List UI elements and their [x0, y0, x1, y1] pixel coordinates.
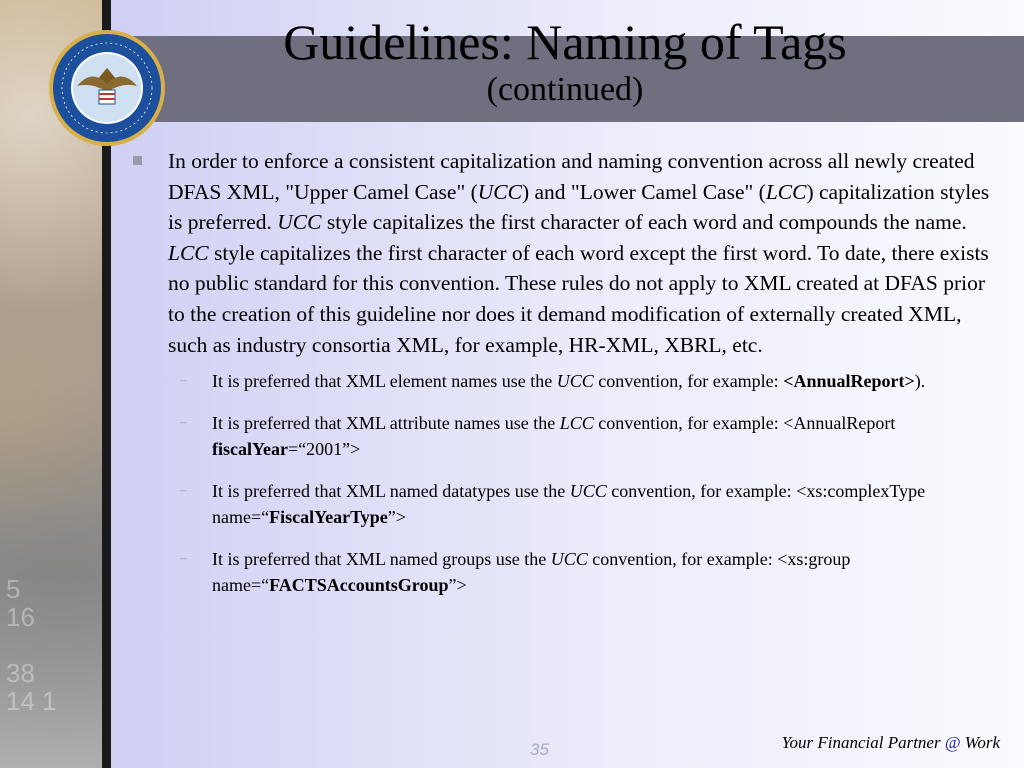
- lcc-term: LCC: [168, 240, 209, 265]
- bullet-text: style capitalizes the first character of each word except the first word. To date, there exists no public standard for this convention. These rules do not apply to XML created at DFAS prior to the creation of this guideline nor does it demand modification of externally created XML, such as industry consortia XML, for example, HR-XML, XBRL, etc.: [168, 240, 989, 357]
- sub-bullet-text: It is preferred that XML element names use the: [212, 371, 557, 392]
- slide-title: Guidelines: Naming of Tags: [283, 14, 847, 70]
- slide-subtitle: (continued): [486, 71, 644, 108]
- sub-bullet: [180, 546, 992, 598]
- bullet-text: ) and "Lower Camel Case" (: [521, 179, 766, 204]
- square-bullet-icon: [133, 156, 142, 165]
- bullet-text: style capitalizes the first character of each word and compounds the name.: [321, 210, 967, 235]
- dash-bullet-icon: –: [180, 415, 187, 431]
- sub-bullet: [180, 368, 992, 394]
- sub-bullet: [180, 410, 992, 462]
- footer-tagline: [782, 733, 1000, 753]
- main-bullet: [130, 146, 992, 360]
- sub-bullet-text: convention, for example:: [587, 549, 778, 570]
- dash-bullet-icon: –: [180, 373, 187, 389]
- lcc-term: LCC: [765, 179, 807, 204]
- strip-digits: 5 16 38 14 1: [6, 574, 57, 716]
- sub-bullet: [180, 478, 992, 530]
- convention-term: UCC: [556, 371, 594, 392]
- page-number: 35: [530, 740, 549, 759]
- dash-bullet-icon: –: [180, 483, 187, 499]
- code-text: <AnnualReport: [783, 413, 896, 434]
- dash-bullet-icon: –: [180, 551, 187, 567]
- convention-term: UCC: [569, 481, 607, 502]
- tagline-at: @: [944, 733, 961, 752]
- example-name: fiscalYear: [212, 439, 288, 460]
- bullet-text: In order to enforce a consistent capitalization and naming convention across all newly created DFAS XML, "Upper Camel Case" (: [168, 149, 975, 204]
- code-text: <xs:complexType name=“: [212, 481, 926, 528]
- sub-bullet-text: convention, for example:: [606, 481, 797, 502]
- sub-bullet-text: It is preferred that XML named groups use the: [212, 549, 551, 570]
- example-name: <AnnualReport>: [783, 371, 915, 392]
- sub-bullet-text: convention, for example:: [593, 413, 784, 434]
- code-text: <xs:group name=“: [212, 549, 851, 596]
- convention-term: UCC: [550, 549, 588, 570]
- code-text: =“2001”>: [287, 439, 361, 460]
- sub-bullet-text: convention, for example:: [593, 371, 784, 392]
- ucc-term: UCC: [477, 179, 522, 204]
- example-name: FiscalYearType: [269, 507, 388, 528]
- tagline-text: Work: [960, 733, 1000, 752]
- code-text: ”>: [387, 507, 406, 528]
- example-name: FACTSAccountsGroup: [269, 575, 449, 596]
- convention-term: LCC: [559, 413, 594, 434]
- sub-bullet-text: It is preferred that XML attribute names use the: [212, 413, 560, 434]
- slide-body: [130, 146, 992, 614]
- bullet-text: ) capitalization styles is preferred.: [168, 179, 990, 235]
- tagline-text: Your Financial Partner: [781, 733, 945, 752]
- sub-bullet-list: [130, 368, 992, 598]
- code-text: ).: [914, 371, 926, 392]
- sub-bullet-text: It is preferred that XML named datatypes use the: [212, 481, 570, 502]
- ucc-term: UCC: [277, 210, 322, 235]
- code-text: ”>: [448, 575, 467, 596]
- slide-title-block: [170, 14, 960, 110]
- dod-seal-logo: [47, 28, 167, 148]
